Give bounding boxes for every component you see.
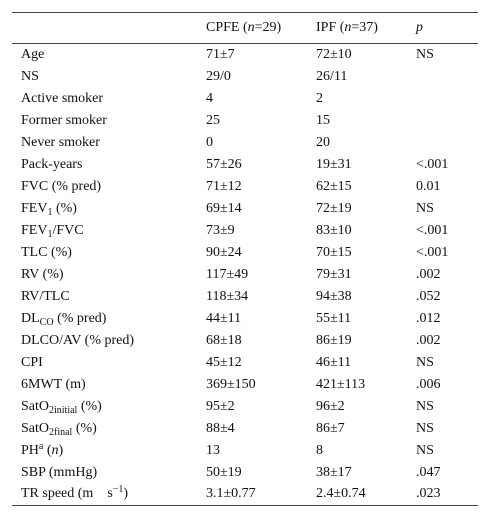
cell-cpfe: 44±11 bbox=[206, 310, 242, 326]
row-label: FVC (% pred) bbox=[21, 178, 102, 194]
row-label: TR speed (m $s^{-1}$) bbox=[21, 484, 129, 502]
cell-ipf: 8 bbox=[316, 442, 323, 458]
cell-ipf: 26/11 bbox=[316, 68, 348, 84]
cell-p: NS bbox=[416, 398, 434, 414]
cell-cpfe: 117±49 bbox=[206, 266, 249, 282]
table-row bbox=[12, 330, 478, 352]
cell-cpfe: 369±150 bbox=[206, 376, 256, 392]
table-row bbox=[12, 286, 478, 308]
cell-ipf: 86±19 bbox=[316, 332, 352, 348]
header-ipf: IPF (n=37) bbox=[316, 20, 378, 35]
cell-ipf: 72±19 bbox=[316, 200, 352, 216]
cell-cpfe: 45±12 bbox=[206, 354, 242, 370]
cell-p: .002 bbox=[416, 266, 441, 282]
cell-ipf: 38±17 bbox=[316, 464, 352, 480]
cell-ipf: 94±38 bbox=[316, 288, 352, 304]
row-label: Age bbox=[21, 46, 45, 62]
cell-ipf: 96±2 bbox=[316, 398, 345, 414]
row-label: SatO$_{2initial}$ (%) bbox=[21, 398, 102, 416]
cell-p: NS bbox=[416, 442, 434, 458]
row-label: $DL_{CO}$ (% pred) bbox=[21, 310, 107, 328]
row-label: SatO$_{2final}$ (%) bbox=[21, 420, 97, 438]
cell-cpfe: 71±7 bbox=[206, 46, 235, 62]
cell-cpfe: 88±4 bbox=[206, 420, 235, 436]
cell-cpfe: 95±2 bbox=[206, 398, 235, 414]
table-header-row bbox=[12, 13, 478, 44]
table-row bbox=[12, 220, 478, 242]
cell-p: 0.01 bbox=[416, 178, 441, 194]
cell-p: NS bbox=[416, 354, 434, 370]
cell-cpfe: 0 bbox=[206, 134, 213, 150]
cell-cpfe: 118±34 bbox=[206, 288, 249, 304]
row-label: $FEV_1$ (%) bbox=[21, 200, 77, 218]
table-row bbox=[12, 110, 478, 132]
cell-cpfe: 90±24 bbox=[206, 244, 242, 260]
cell-ipf: 19±31 bbox=[316, 156, 352, 172]
row-label: Active smoker bbox=[21, 90, 104, 106]
table-row bbox=[12, 242, 478, 264]
cell-p: .002 bbox=[416, 332, 441, 348]
cell-p: NS bbox=[416, 46, 434, 62]
table-row bbox=[12, 352, 478, 374]
cell-p: <.001 bbox=[416, 222, 449, 238]
table-row bbox=[12, 132, 478, 154]
row-label: Former smoker bbox=[21, 112, 107, 128]
table-row bbox=[12, 154, 478, 176]
cell-ipf: 421±113 bbox=[316, 376, 366, 392]
cell-cpfe: 71±12 bbox=[206, 178, 242, 194]
cell-p: NS bbox=[416, 200, 434, 216]
row-label: CPI bbox=[21, 354, 43, 370]
table-row bbox=[12, 484, 478, 506]
table-row bbox=[12, 176, 478, 198]
cell-ipf: 83±10 bbox=[316, 222, 352, 238]
cell-cpfe: 69±14 bbox=[206, 200, 242, 216]
cell-p: .047 bbox=[416, 464, 441, 480]
data-table bbox=[12, 12, 478, 506]
table-row bbox=[12, 44, 478, 66]
table-row bbox=[12, 418, 478, 440]
cell-cpfe: 68±18 bbox=[206, 332, 242, 348]
cell-p: .012 bbox=[416, 310, 441, 326]
table-row bbox=[12, 88, 478, 110]
cell-cpfe: 3.1±0.77 bbox=[206, 486, 256, 502]
cell-p bbox=[416, 66, 478, 88]
header-variable bbox=[12, 13, 206, 44]
cell-p: <.001 bbox=[416, 244, 449, 260]
row-label: NS bbox=[21, 68, 39, 84]
table-row bbox=[12, 66, 478, 88]
row-label: RV/TLC bbox=[21, 288, 70, 304]
header-cpfe: CPFE (n=29) bbox=[206, 20, 282, 35]
cell-ipf: 20 bbox=[316, 134, 330, 150]
cell-p bbox=[416, 88, 478, 110]
row-label: TLC (%) bbox=[21, 244, 72, 260]
table-row bbox=[12, 264, 478, 286]
cell-p: .052 bbox=[416, 288, 441, 304]
cell-cpfe: 4 bbox=[206, 90, 213, 106]
header-p-value: p bbox=[416, 20, 423, 35]
cell-cpfe: 29/0 bbox=[206, 68, 231, 84]
table-row bbox=[12, 462, 478, 484]
row-label: SBP (mmHg) bbox=[21, 464, 98, 480]
cell-ipf: 55±11 bbox=[316, 310, 352, 326]
table-row bbox=[12, 374, 478, 396]
cell-p: NS bbox=[416, 420, 434, 436]
cell-ipf: 15 bbox=[316, 112, 330, 128]
cell-ipf: 2 bbox=[316, 90, 323, 106]
row-label: 6MWT (m) bbox=[21, 376, 86, 392]
cell-ipf: 46±11 bbox=[316, 354, 352, 370]
table-row bbox=[12, 198, 478, 220]
cell-ipf: 70±15 bbox=[316, 244, 352, 260]
row-label: $FEV_1$/FVC bbox=[21, 222, 84, 240]
cell-ipf: 79±31 bbox=[316, 266, 352, 282]
cell-cpfe: 50±19 bbox=[206, 464, 242, 480]
table-row bbox=[12, 308, 478, 330]
cell-cpfe: 57±26 bbox=[206, 156, 242, 172]
row-label: DLCO/AV (% pred) bbox=[21, 332, 135, 348]
cell-p: <.001 bbox=[416, 156, 449, 172]
cell-p: .023 bbox=[416, 486, 441, 502]
cell-p: .006 bbox=[416, 376, 441, 392]
row-label: RV (%) bbox=[21, 266, 64, 282]
cell-cpfe: 25 bbox=[206, 112, 220, 128]
cell-ipf: 2.4±0.74 bbox=[316, 486, 366, 502]
cell-ipf: 86±7 bbox=[316, 420, 345, 436]
cell-p bbox=[416, 110, 478, 132]
row-label: Pack-years bbox=[21, 156, 83, 172]
cell-p bbox=[416, 132, 478, 154]
row-label: Never smoker bbox=[21, 134, 100, 150]
cell-cpfe: 73±9 bbox=[206, 222, 235, 238]
table-row bbox=[12, 440, 478, 462]
cell-ipf: 62±15 bbox=[316, 178, 352, 194]
row-label: $PH^a$ (n) bbox=[21, 440, 64, 458]
table-row bbox=[12, 396, 478, 418]
cell-ipf: 72±10 bbox=[316, 46, 352, 62]
cell-cpfe: 13 bbox=[206, 442, 220, 458]
